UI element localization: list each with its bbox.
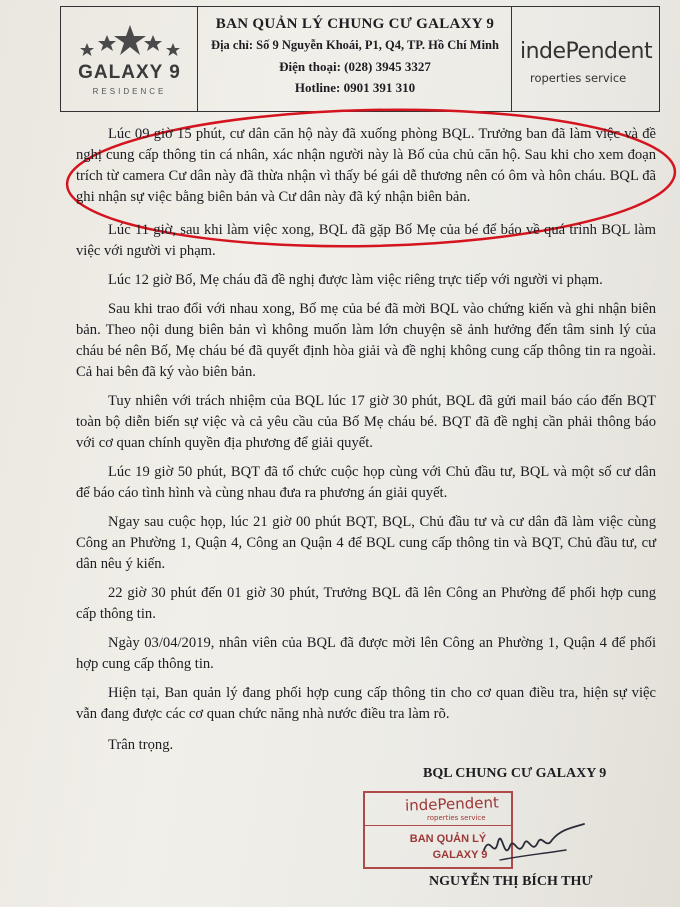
paragraph: Ngày 03/04/2019, nhân viên của BQL đã được mời lên Công an Phường 1, Quận 4 để phối hợp cung cấp thông tin.	[76, 635, 656, 672]
stamp-brand: indePendent	[404, 793, 500, 815]
logo-subtitle: RESIDENCE	[92, 87, 167, 96]
brand-main: indePendent	[520, 39, 653, 64]
closing-line: Trân trọng.	[108, 737, 174, 753]
stars-icon	[75, 23, 185, 59]
paragraph: Sau khi trao đổi với nhau xong, Bố mẹ của bé đã mời BQL vào chứng kiến và ghi nhận biên bản. Theo nội dung biên bản vì không muốn làm lớn chuyện sẽ ảnh hưởng đến tâm sinh lý của cháu bé nên Bố, Mẹ cháu bé đã quyết định hòa giải và đề nghị không cung cấp thông tin ra ngoài. Cả hai bên đã ký vào biên bản.	[76, 301, 656, 380]
org-address: Địa chỉ: Số 9 Nguyễn Khoái, P1, Q4, TP. Hồ Chí Minh	[211, 38, 499, 52]
handwritten-signature	[480, 820, 590, 870]
brand-subtitle: roperties service	[530, 71, 627, 85]
paragraph: 22 giờ 30 phút đến 01 giờ 30 phút, Trưởng BQL đã lên Công an Phường để phối hợp cung cấp thông tin.	[76, 585, 656, 622]
org-info	[198, 7, 512, 111]
paragraph: Lúc 19 giờ 50 phút, BQT đã tổ chức cuộc họp cùng với Chủ đầu tư, BQL và một số cư dân để báo cáo tình hình và cùng nhau đưa ra phương án giải quyết.	[76, 464, 656, 501]
paragraph: Lúc 12 giờ Bố, Mẹ cháu đã đề nghị được làm việc riêng trực tiếp với người vi phạm.	[108, 272, 603, 288]
org-phone: Điện thoại: (028) 3945 3327	[279, 59, 431, 74]
org-hotline: Hotline: 0901 391 310	[294, 80, 416, 95]
independent-logo	[512, 7, 659, 111]
signer-name: NGUYỄN THỊ BÍCH THƯ	[429, 874, 593, 889]
stamp-line2: GALAXY 9	[432, 849, 488, 861]
paragraph: Hiện tại, Ban quản lý đang phối hợp cung cấp thông tin cho cơ quan điều tra, hiện sự việc vẫn đang được các cơ quan chức năng nhà nước điều tra làm rõ.	[76, 685, 656, 722]
stamp-subtitle: roperties service	[427, 814, 486, 822]
logo-name: GALAXY 9	[78, 62, 181, 83]
letter-body	[76, 124, 656, 764]
paragraph: Ngay sau cuộc họp, lúc 21 giờ 00 phút BQT, BQL, Chủ đầu tư và cư dân đã làm việc cùng Công an Phường 1, Quận 4, Công an Quận 4 để BQL cung cấp thông tin và BQT, Chủ đầu tư, cư dân nêu ý kiến.	[76, 514, 656, 572]
galaxy9-logo	[61, 7, 198, 111]
signature-org: BQL CHUNG CƯ GALAXY 9	[423, 766, 607, 781]
paragraph: Tuy nhiên với trách nhiệm của BQL lúc 17 giờ 30 phút, BQL đã gửi mail báo cáo đến BQT toàn bộ diễn biến sự việc và cả yêu cầu của Bố Mẹ cháu bé. BQT đã đề nghị cần phải thông báo với cơ quan chính quyền địa phương để giải quyết.	[76, 393, 656, 451]
letterhead	[60, 6, 660, 112]
paragraph: Lúc 09 giờ 15 phút, cư dân căn hộ này đã xuống phòng BQL. Trưởng ban đã làm việc và đề nghị cung cấp thông tin cá nhân, xác nhận người này là Bố của chủ căn hộ. Sau khi cho xem đoạn trích từ camera Cư dân này đã thừa nhận vì thấy bé gái dễ thương nên có ôm và hôn cháu. BQL đã ghi nhận sự việc bằng biên bản và Cư dân này đã ký nhận biên bản.	[76, 126, 656, 205]
org-title: BAN QUẢN LÝ CHUNG CƯ GALAXY 9	[215, 16, 495, 32]
stamp-line1: BAN QUẢN LÝ	[409, 833, 487, 845]
paragraph: Lúc 11 giờ, sau khi làm việc xong, BQL đã gặp Bố Mẹ của bé để báo về quá trình BQL làm việc với người vi phạm.	[76, 222, 656, 259]
